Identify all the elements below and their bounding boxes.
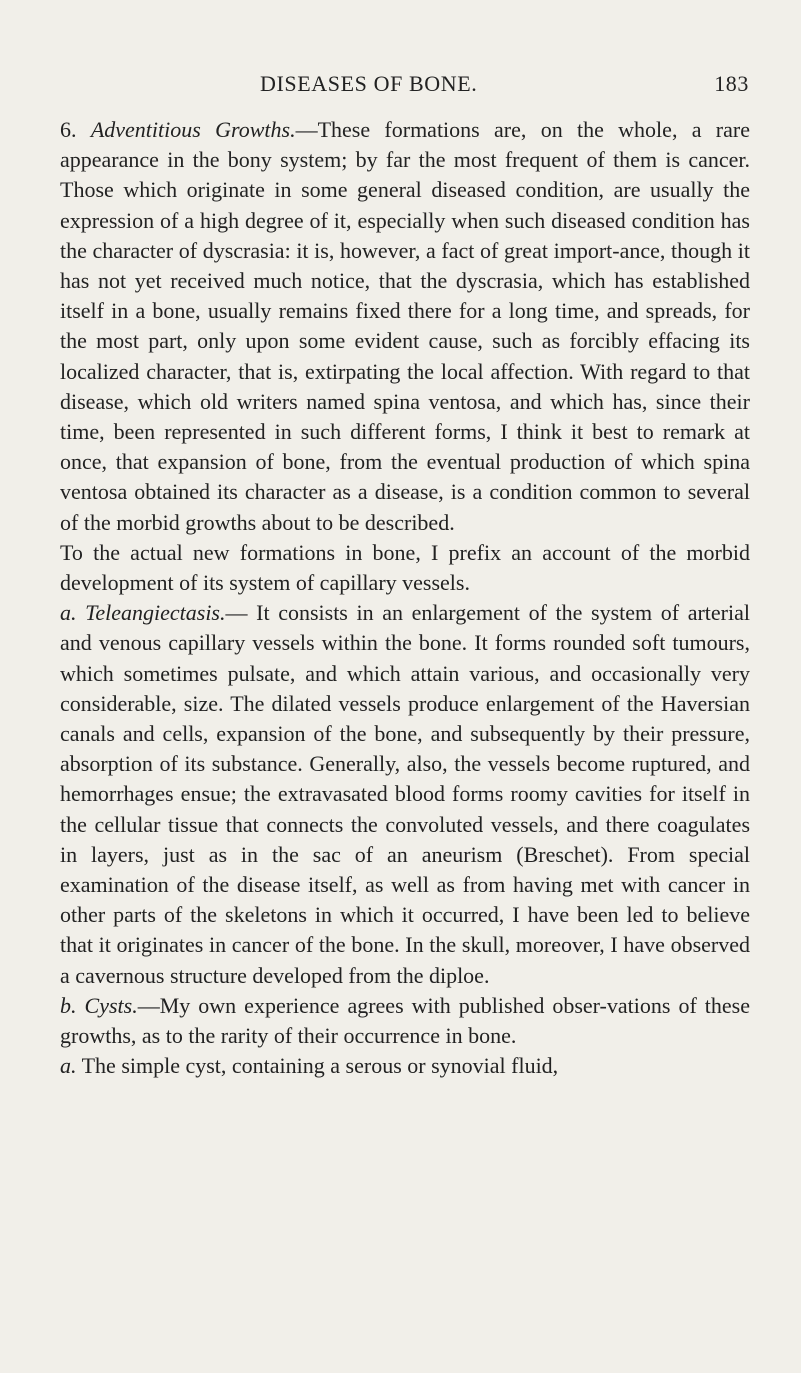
section-number: a. [60,1053,77,1079]
paragraph-text: The simple cyst, containing a serous or synovial fluid, [81,1053,559,1079]
paragraph-text: —My own experience agrees with published obser-vations of these growths, as to the rarity of their occurrence in bone. [60,992,750,1049]
page-number: 183 [714,71,749,96]
running-head [60,71,753,105]
paragraph-capillary-intro [60,538,750,598]
paragraph-text: —These formations are, on the whole, a rare appearance in the bony system; by far the most frequent of them is cancer. Those which originate in some general diseased condition, are usually the expression of a high degree of it, especially when such diseased condition has the character of dyscrasia: it is, however, a fact of great import-ance, though it has not yet received much notice, that the dyscrasia, which has established itself in a bone, usually remains fixed there for a long time, and spreads, for the most part, only upon some evident cause, such as forcibly effacing its localized character, that is, extirpating the local affection. With regard to that disease, which old writers named spina ventosa, and which has, since their time, been represented in such different forms, I think it best to remark at once, that expansion of bone, from the eventual production of which spina ventosa obtained its character as a disease, is a condition common to several of the morbid growths about to be described. [60,117,750,535]
section-heading: Teleangiectasis. [85,600,226,626]
section-heading: Cysts. [84,992,138,1018]
paragraph-adventitious-growths [60,115,750,538]
section-number: b. [60,992,77,1018]
running-title: DISEASES OF BONE. [260,71,478,96]
section-heading: Adventitious Growths. [90,117,296,142]
section-number: 6. [60,117,77,142]
paragraph-teleangiectasis [60,598,750,991]
paragraph-simple-cyst [60,1051,750,1081]
paragraph-cysts [60,991,750,1051]
section-number: a. [60,600,77,626]
paragraph-text: To the actual new formations in bone, I prefix an account of the morbid development of its system of capillary vessels. [60,539,750,596]
body-text [60,115,750,1082]
paragraph-text: — It consists in an enlargement of the system of arterial and venous capillary vessels within the bone. It forms rounded soft tumours, which sometimes pulsate, and which attain various, and occasionally very considerable, size. The dilated vessels produce enlargement of the Haversian canals and cells, expansion of the bone, and subsequently by their pressure, absorption of its substance. Generally, also, the vessels become ruptured, and hemorrhages ensue; the extravasated blood forms roomy cavities for itself in the cellular tissue that connects the convoluted vessels, and there coagulates in layers, just as in the sac of an aneurism (Breschet). From special examination of the disease itself, as well as from having met with cancer in other parts of the skeletons in which it occurred, I have been led to believe that it originates in cancer of the bone. In the skull, moreover, I have observed a cavernous structure developed from the diploe. [60,600,751,988]
